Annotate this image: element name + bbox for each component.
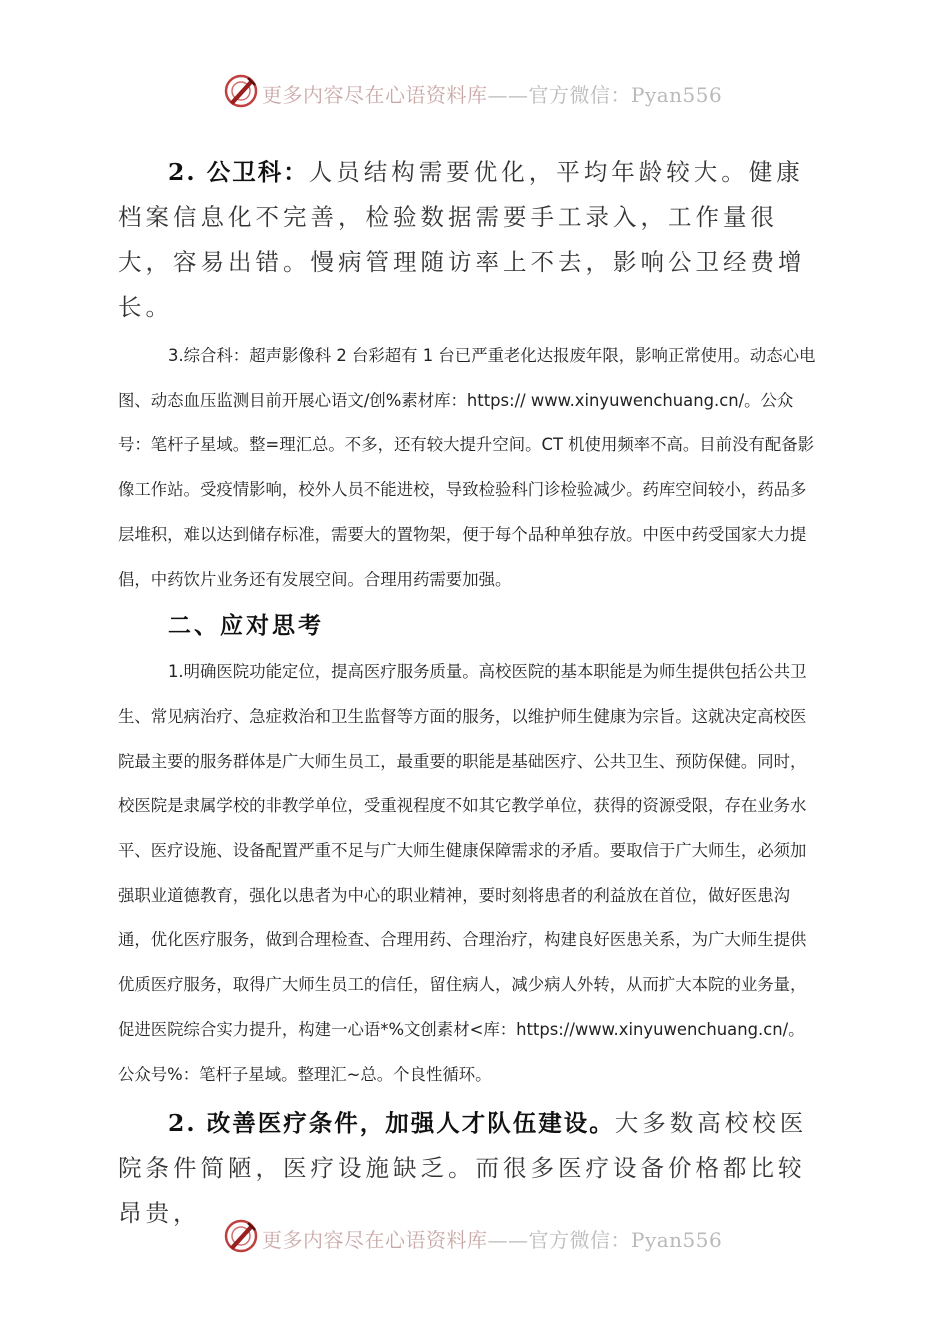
paragraph-public-health (118, 150, 820, 330)
banner-wechat-label: 官方微信： (528, 83, 631, 107)
paragraph-text: 大多数高校校医院条件简陋，医疗设施缺乏。而很多医疗设备价格都比较昂贵， (118, 1109, 808, 1228)
banner-wechat-id: Pyan556 (631, 1228, 723, 1252)
xinyu-logo-icon (222, 1217, 260, 1255)
section-heading: 二、应对思考 (168, 612, 324, 640)
banner-site-name: 更多内容尽在心语资料库 (262, 1228, 488, 1252)
paragraph-heading: 2. 改善医疗条件，加强人才队伍建设。 (168, 1109, 615, 1138)
banner-site-name: 更多内容尽在心语资料库 (262, 83, 488, 107)
xinyu-logo-icon (222, 72, 260, 110)
footer-watermark-banner (0, 1215, 950, 1259)
paragraph-text: 人员结构需要优化，平均年龄较大。健康档案信息化不完善，检验数据需要手工录入，工作量很大，容易出错。慢病管理随访率上不去，影响公卫经费增长。 (118, 158, 806, 321)
paragraph-general-dept: 3.综合科：超声影像科 2 台彩超有 1 台已严重老化达报废年限，影响正常使用。动态心电图、动态血压监测目前开展心语文/创%素材库：https:// www.xinyuwenchuang.cn/。公众号：笔杆子星域。整=理汇总。不多，还有较大提升空间。CT 机使用频率不高。目前没有配备影像工作站。受疫情影响，校外人员不能进校，导致检验科门诊检验减少。药库空间较小，药品多层堆积，难以达到储存标准，需要大的置物架，便于每个品种单独存放。中医中药受国家大力提倡，中药饮片业务还有发展空间。合理用药需要加强。 (118, 346, 816, 589)
banner-wechat-id: Pyan556 (631, 83, 723, 107)
document-body (118, 150, 820, 1236)
paragraph-positioning: 1.明确医院功能定位，提高医疗服务质量。高校医院的基本职能是为师生提供包括公共卫生、常见病治疗、急症救治和卫生监督等方面的服务，以维护师生健康为宗旨。这就决定高校医院最主要的服务群体是广大师生员工，最重要的职能是基础医疗、公共卫生、预防保健。同时，校医院是隶属学校的非教学单位，受重视程度不如其它教学单位，获得的资源受限，存在业务水平、医疗设施、设备配置严重不足与广大师生健康保障需求的矛盾。要取信于广大师生，必须加强职业道德教育，强化以患者为中心的职业精神，要时刻将患者的利益放在首位，做好医患沟通，优化医疗服务，做到合理检查、合理用药、合理治疗，构建良好医患关系，为广大师生提供优质医疗服务，取得广大师生员工的信任，留住病人，减少病人外转，从而扩大本院的业务量，促进医院综合实力提升，构建一心语*%文创素材<库：https://www.xinyuwenchuang.cn/。公众号%：笔杆子星域。整理汇~总。个良性循环。 (118, 662, 807, 1084)
paragraph-heading: 2. 公卫科： (168, 158, 309, 186)
banner-dash: —— (487, 83, 529, 107)
banner-wechat-label: 官方微信： (528, 1228, 631, 1252)
banner-text (262, 79, 722, 108)
banner-dash: —— (487, 1228, 529, 1252)
header-watermark-banner (0, 70, 950, 114)
banner-text (262, 1224, 722, 1253)
